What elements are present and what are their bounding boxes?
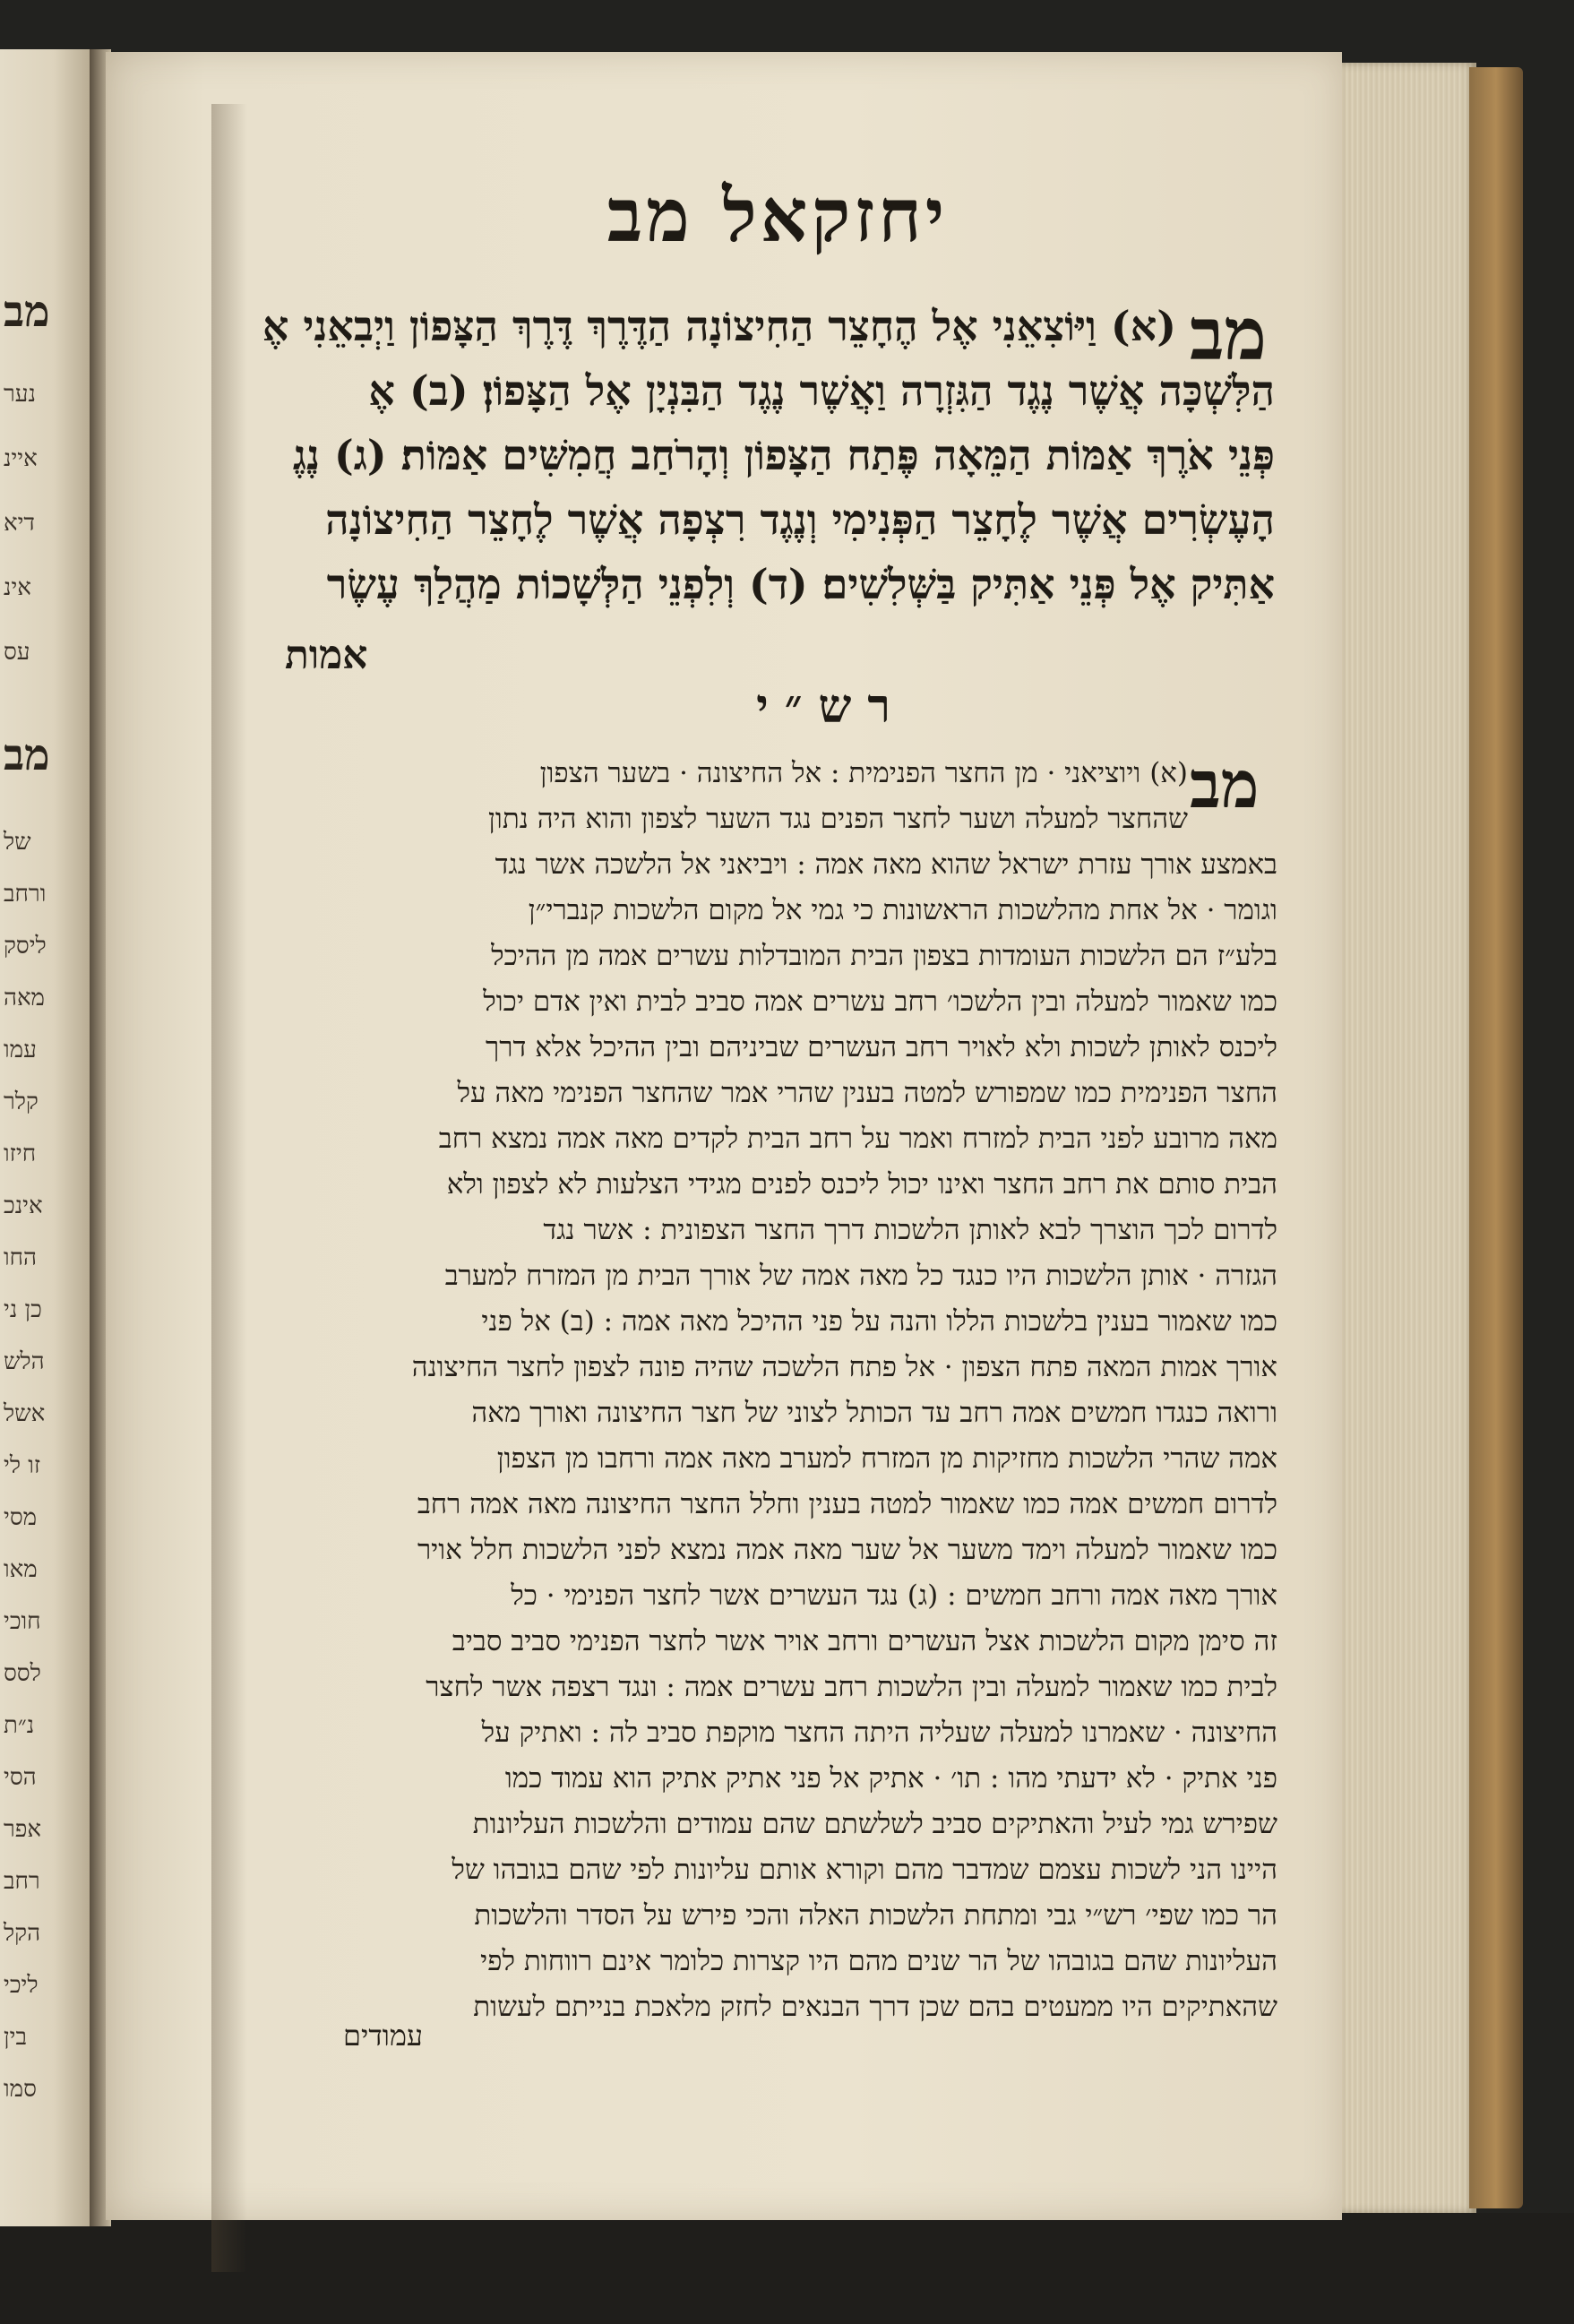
commentary-block-top — [202, 751, 1188, 842]
commentary-line: שהאתיקים היו ממעטים בהם שכן דרך הבנאים לחזק מלאכת בנייתם לעשות — [473, 1991, 1277, 2023]
previous-page-line: לסס — [4, 1660, 41, 1687]
previous-page-line: רחב — [4, 1868, 40, 1895]
previous-page-line: אפר — [4, 1816, 41, 1843]
verse-text-block — [204, 294, 1275, 616]
verse-line: הָעֶשְׂרִים אֲשֶׁר לֶחָצֵר הַפְּנִימִי וְנֶגֶד רִצְפָה אֲשֶׁר לֶחָצֵר הַחִיצוֹנָה — [325, 495, 1275, 544]
previous-page-line: הקל — [4, 1920, 41, 1947]
previous-page-line: ורחב — [4, 881, 47, 908]
commentary-line: (א) ויוציאני · מן החצר הפנימית : אל החיצונה · בשער הצפון — [539, 757, 1188, 789]
verse-line: (א) וַיּוֹצִאֵנִי אֶל הֶחָצֵר הַחִיצוֹנָה הַדֶּרֶךְ דֶּרֶךְ הַצָּפוֹן וַיְבִאֵנִי אֶ — [262, 302, 1176, 350]
commentary-line: לבית כמו שאמור למעלה ובין הלשכות רחב עשרים אמה : ונגד רצפה אשר לחצר — [426, 1671, 1277, 1703]
commentary-line: כמו שאמור למעלה ובין הלשכו׳ רחב עשרים אמה סביב לבית ואין אדם יכול — [483, 986, 1277, 1018]
commentary-line: לדרום חמשים אמה כמו שאמור למטה בענין וחלל החצר החיצונה מאה אמה רחב — [417, 1488, 1277, 1520]
book-cover-edge — [1469, 67, 1523, 2208]
previous-page-line: ליסק — [4, 933, 47, 960]
commentary-line: שפירש גמי לעיל והאתיקים סביב לשלשתם שהם עמודים והלשכות העליונות — [472, 1808, 1277, 1840]
commentary-line: אורך מאה אמה ורחב חמשים : (ג) נגד העשרים אשר לחצר הפנימי · כל — [511, 1579, 1277, 1612]
verse-catchword: אמות — [285, 633, 368, 678]
previous-page-commentary-mark: מב — [4, 730, 50, 780]
commentary-line: הר כמו שפי׳ רש״י גבי ומתחת הלשכות האלה והכי פירש על הסדר והלשכות — [474, 1899, 1277, 1932]
commentary-line: ורואה כנגדו חמשים אמה רחב עד הכותל לצוני של חצר החיצונה ואורך מאה — [471, 1397, 1277, 1429]
commentary-line: שהחצר למעלה ושער לחצר הפנים נגד השער לצפון והוא היה נתון — [488, 803, 1188, 835]
previous-page-line: בין — [4, 2024, 27, 2051]
previous-page-line: הלש — [4, 1348, 45, 1375]
commentary-line: העליונות שהם בגובהו של הר שנים מהם היו קצרות כלומר אינם רווחות לפי — [480, 1945, 1277, 1977]
previous-page-strip — [0, 49, 95, 2226]
commentary-line: בלע״ז הם הלשכות העומדות בצפון הבית המובדלות עשרים אמה מן ההיכל — [491, 940, 1277, 972]
commentary-chapter-mark: מב — [1190, 746, 1260, 822]
commentary-line: הבית סותם את רחב החצר ואינו יכול ליכנס לפנים מגידי הצלעות לא לצפון ולא — [446, 1168, 1277, 1201]
commentary-line: כמו שאמור למעלה וימד משער אל שער מאה אמה נמצא לפני הלשכות חלל אויר — [417, 1534, 1277, 1566]
previous-page-line: סמו — [4, 2076, 37, 2103]
previous-page-line: כן ני — [4, 1296, 42, 1323]
commentary-line: אורך אמות המאה פתח הצפון · אל פתח הלשכה שהיה פונה לצפון לחצר החיצונה — [411, 1351, 1277, 1383]
commentary-line: החיצונה · שאמרנו למעלה שעליה היתה החצר מוקפת סביב לה : ואתיק על — [481, 1717, 1277, 1749]
commentary-line: ליכנס לאותן לשכות ולא לאויר רחב העשרים שביניהם ובין ההיכל אלא דרך — [486, 1031, 1277, 1063]
commentary-line: באמצע אורך עזרת ישראל שהוא מאה אמה : ויביאני אל הלשכה אשר נגד — [495, 848, 1277, 881]
commentary-heading: רש״י — [756, 679, 907, 734]
previous-page-line: חיזו — [4, 1140, 37, 1167]
previous-page-line: נ״ת — [4, 1712, 35, 1739]
previous-page-line: חוכי — [4, 1608, 41, 1635]
commentary-line: היינו הני לשכות עצמם שמדבר מהם וקורא אותם עליונות לפי שהם בגובהו של — [452, 1854, 1277, 1886]
verse-line: אַתִּיק אֶל פְּנֵי אַתִּיק בַּשְּׁלִשִׁים׃ (ד) וְלִפְנֵי הַלְּשָׁכוֹת מַהֲלַךְ עֶשֶׂר — [326, 560, 1275, 608]
previous-page-line: איינ — [4, 445, 38, 472]
previous-page-line: עס — [4, 639, 30, 666]
previous-page-line: מאו — [4, 1556, 38, 1583]
previous-page-line: אינכ — [4, 1192, 43, 1219]
commentary-line: פני אתיק · לא ידעתי מהו : תו׳ · אתיק אל פני אתיק אתיק הוא עמוד כמו — [504, 1762, 1277, 1795]
commentary-block — [202, 842, 1277, 2030]
commentary-catchword: עמודים — [343, 2018, 424, 2053]
commentary-line: כמו שאמור בענין בלשכות הללו והנה על פני ההיכל מאה אמה : (ב) אל פני — [481, 1305, 1277, 1338]
page-edges — [1342, 63, 1476, 2213]
previous-page-line: עמו — [4, 1037, 37, 1063]
commentary-line: אמה שהרי הלשכות מחזיקות מן המזרח למערב מאה אמה ורחבו מן הצפון — [496, 1442, 1277, 1475]
previous-page-line: מאה — [4, 985, 45, 1011]
previous-page-line: מסי — [4, 1504, 38, 1531]
previous-page-line: ליכי — [4, 1972, 39, 1999]
commentary-line: החצר הפנימית כמו שמפורש למטה בענין שהרי אמר שהחצר הפנימי מאה על — [457, 1077, 1277, 1109]
running-head: יחזקאל מב — [606, 173, 949, 259]
verse-chapter-mark: מב — [1190, 292, 1267, 376]
previous-page-line: הסי — [4, 1764, 37, 1791]
main-page — [106, 52, 1342, 2220]
commentary-line: מאה מרובע לפני הבית למזרח ואמר על רחב הבית לקדים מאה אמה נמצא רחב — [438, 1123, 1277, 1155]
previous-page-line: אינ — [4, 574, 31, 601]
commentary-line: לדרום לכך הוצרך לבא לאותן הלשכות דרך החצר הצפונית : אשר נגד — [543, 1214, 1277, 1246]
commentary-line: וגומר · אל אחת מהלשכות הראשונות כי גמי אל מקום הלשכות קנברי״ן — [528, 894, 1277, 926]
previous-page-line: החו — [4, 1244, 37, 1271]
previous-page-line: של — [4, 829, 31, 856]
commentary-line: זה סימן מקום הלשכות אצל העשרים ורחב אויר אשר לחצר הפנימי סביב סביב — [452, 1625, 1277, 1657]
previous-page-line: אשל — [4, 1400, 46, 1427]
previous-page-line: נער — [4, 381, 36, 408]
previous-page-chapter-mark: מב — [4, 287, 50, 337]
previous-page-line: דיא — [4, 510, 35, 537]
previous-page-line: זו לי — [4, 1452, 41, 1479]
previous-page-line: קלר — [4, 1089, 39, 1115]
commentary-line: הגזרה · אותן הלשכות היו כנגד כל מאה אמה של אורך הבית מן המזרח למערב — [444, 1260, 1277, 1292]
verse-line: הַלִּשְׁכָּה אֲשֶׁר נֶגֶד הַגִּזְרָה וַאֲשֶׁר נֶגֶד הַבִּנְיָן אֶל הַצָּפוֹן׃ (ב) אֶ — [368, 366, 1275, 415]
verse-line: פְּנֵי אֹרֶךְ אַמּוֹת הַמֵּאָה פֶּתַח הַצָּפוֹן וְהָרֹחַב חֲמִשִּׁים אַמּוֹת׃ (ג) נֶגֶ — [292, 431, 1275, 479]
